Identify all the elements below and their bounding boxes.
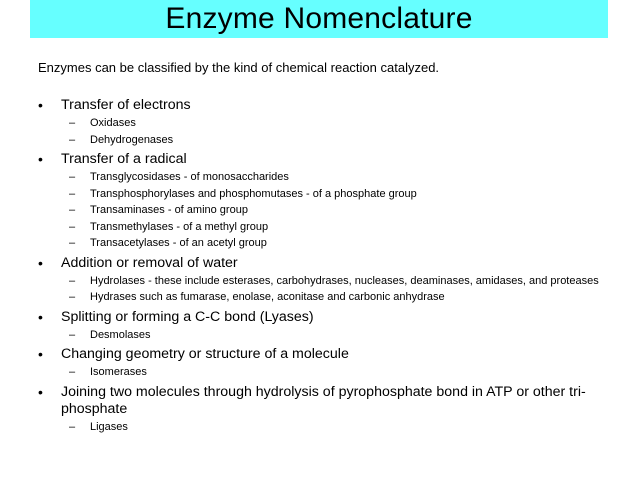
sub-item [38, 275, 608, 289]
bullet-label: Addition or removal of water [61, 254, 238, 271]
sub-item [38, 421, 608, 435]
sub-item [38, 204, 608, 218]
dash-icon: – [69, 274, 76, 287]
dash-icon: – [69, 204, 76, 216]
bullet-label: Transfer of electrons [61, 97, 191, 113]
bullet-label: Joining two molecules through hydrolysis of pyrophosphate bond in ATP or other tri-phosphate [61, 383, 586, 417]
dash-icon: – [69, 117, 76, 129]
sub-list [38, 171, 608, 251]
dash-icon: – [69, 133, 76, 146]
sub-item [38, 329, 608, 343]
sub-item-label: Hydrolases - these include esterases, carbohydrases, nucleases, deaminases, amidases, and proteases [90, 274, 599, 287]
bullet-icon: • [38, 97, 43, 113]
sub-item [38, 366, 608, 380]
bullet-item [38, 346, 608, 363]
dash-icon: – [69, 220, 76, 233]
sub-item [38, 171, 608, 185]
dash-icon: – [69, 328, 76, 341]
dash-icon: – [69, 171, 76, 183]
sub-item-label: Transphosphorylases and phosphomutases - of a phosphate group [90, 187, 417, 200]
sub-list [38, 329, 608, 343]
sub-list [38, 366, 608, 380]
sub-item [38, 117, 608, 131]
bullet-item [38, 255, 608, 272]
bullet-list [38, 97, 608, 434]
dash-icon: – [69, 237, 76, 249]
intro-text: Enzymes can be classified by the kind of chemical reaction catalyzed. [38, 60, 440, 75]
bullet-icon: • [38, 346, 43, 362]
dash-icon: – [69, 291, 76, 303]
dash-icon: – [69, 187, 76, 200]
bullet-item [38, 384, 608, 418]
sub-item-label: Transglycosidases - of monosaccharides [90, 171, 289, 183]
bullet-item [38, 151, 608, 168]
bullet-label: Transfer of a radical [61, 151, 187, 167]
sub-item-label: Dehydrogenases [90, 133, 174, 146]
bullet-icon: • [38, 308, 43, 325]
sub-list [38, 275, 608, 305]
bullet-icon: • [38, 383, 43, 400]
page-title: Enzyme Nomenclature [165, 2, 473, 35]
bullet-item [38, 309, 608, 326]
sub-item [38, 237, 608, 251]
sub-item-label: Desmolases [90, 328, 151, 341]
sub-item [38, 221, 608, 235]
sub-list [38, 421, 608, 435]
title-bar [30, 0, 608, 38]
sub-item-label: Transaminases - of amino group [90, 204, 248, 216]
sub-item-label: Hydrases such as fumarase, enolase, aconitase and carbonic anhydrase [90, 291, 445, 303]
sub-item-label: Isomerases [90, 366, 147, 378]
dash-icon: – [69, 366, 76, 378]
sub-item [38, 291, 608, 305]
sub-item-label: Transacetylases - of an acetyl group [90, 237, 267, 249]
sub-item-label: Oxidases [90, 117, 136, 129]
bullet-label: Changing geometry or structure of a molecule [61, 346, 349, 362]
sub-list [38, 117, 608, 147]
bullet-item [38, 97, 608, 114]
sub-item [38, 188, 608, 202]
dash-icon: – [69, 420, 76, 433]
sub-item [38, 134, 608, 148]
bullet-label: Splitting or forming a C-C bond (Lyases) [61, 308, 314, 325]
sub-item-label: Transmethylases - of a methyl group [90, 220, 269, 233]
bullet-icon: • [38, 254, 43, 271]
sub-item-label: Ligases [90, 420, 128, 433]
bullet-icon: • [38, 151, 43, 167]
